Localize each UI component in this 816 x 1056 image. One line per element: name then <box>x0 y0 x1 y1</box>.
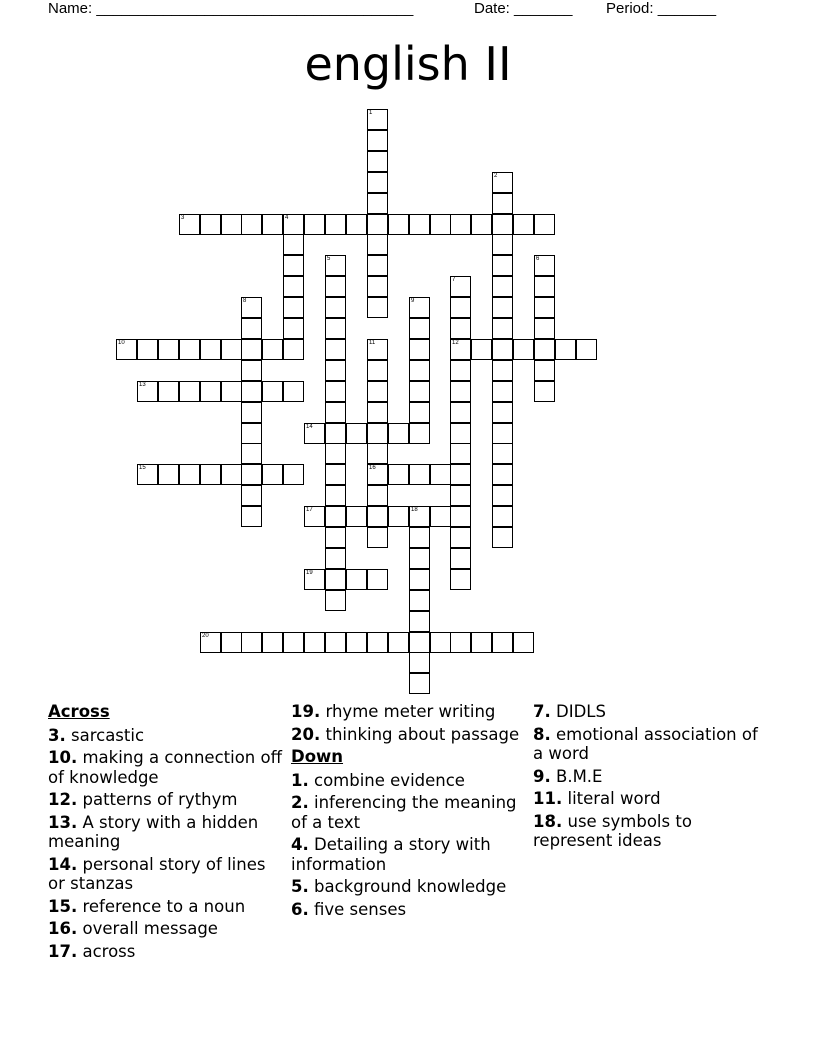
crossword-cell[interactable] <box>325 214 346 235</box>
crossword-cell[interactable] <box>367 464 388 485</box>
crossword-cell[interactable] <box>492 234 513 255</box>
crossword-cell[interactable] <box>367 423 388 444</box>
crossword-cell[interactable] <box>450 443 471 464</box>
clue-column-1 <box>48 702 283 964</box>
crossword-cell[interactable] <box>221 632 242 653</box>
clue-number-20: 20 <box>202 633 209 639</box>
crossword-cell[interactable] <box>325 464 346 485</box>
crossword-cell[interactable] <box>367 443 388 464</box>
crossword-cell[interactable] <box>241 464 262 485</box>
crossword-cell[interactable] <box>262 214 283 235</box>
clue-number-10: 10 <box>118 340 125 346</box>
crossword-cell[interactable] <box>283 464 304 485</box>
crossword-cell[interactable] <box>492 172 513 193</box>
crossword-cell[interactable] <box>325 548 346 569</box>
crossword-cell[interactable] <box>137 381 158 402</box>
date-field[interactable]: Date: _______ <box>474 0 573 17</box>
clue-down-5: 5. background knowledge <box>291 877 507 896</box>
crossword-cell[interactable] <box>283 632 304 653</box>
crossword-cell[interactable] <box>346 214 367 235</box>
crossword-cell[interactable] <box>367 485 388 506</box>
crossword-cell[interactable] <box>367 255 388 276</box>
crossword-cell[interactable] <box>430 506 451 527</box>
crossword-cell[interactable] <box>534 381 555 402</box>
crossword-cell[interactable] <box>367 569 388 590</box>
crossword-cell[interactable] <box>241 443 262 464</box>
crossword-cell[interactable] <box>367 234 388 255</box>
crossword-cell[interactable] <box>367 151 388 172</box>
clue-number-15: 15 <box>139 465 146 471</box>
crossword-cell[interactable] <box>430 214 451 235</box>
crossword-cell[interactable] <box>241 360 262 381</box>
crossword-cell[interactable] <box>325 255 346 276</box>
clue-across-14: 14. personal story of lines or stanzas <box>48 854 266 893</box>
crossword-cell[interactable] <box>325 381 346 402</box>
crossword-cell[interactable] <box>221 214 242 235</box>
crossword-cell[interactable] <box>492 214 513 235</box>
clue-column-2 <box>291 702 526 922</box>
crossword-cell[interactable] <box>346 423 367 444</box>
crossword-cell[interactable] <box>179 214 200 235</box>
crossword-cell[interactable] <box>409 548 430 569</box>
crossword-cell[interactable] <box>367 632 388 653</box>
crossword-cell[interactable] <box>241 485 262 506</box>
clue-across-20: 20. thinking about passage <box>291 724 520 744</box>
clue-column-3 <box>533 702 773 854</box>
crossword-cell[interactable] <box>241 402 262 423</box>
crossword-cell[interactable] <box>200 381 221 402</box>
clue-down-18: 18. use symbols to represent ideas <box>533 811 692 850</box>
crossword-cell[interactable] <box>158 381 179 402</box>
crossword-cell[interactable] <box>367 193 388 214</box>
clue-across-17: 17. across <box>48 941 136 961</box>
crossword-cell[interactable] <box>367 214 388 235</box>
crossword-cell[interactable] <box>241 297 262 318</box>
crossword-cell[interactable] <box>262 339 283 360</box>
clue-number-5: 5 <box>327 256 331 262</box>
crossword-cell[interactable] <box>283 276 304 297</box>
crossword-cell[interactable] <box>325 339 346 360</box>
clue-down-4: 4. Detailing a story with information <box>291 835 491 874</box>
crossword-cell[interactable] <box>179 339 200 360</box>
crossword-cell[interactable] <box>304 632 325 653</box>
crossword-cell[interactable] <box>409 381 430 402</box>
crossword-cell[interactable] <box>492 443 513 464</box>
crossword-cell[interactable] <box>221 339 242 360</box>
crossword-cell[interactable] <box>221 464 242 485</box>
crossword-cell[interactable] <box>492 339 513 360</box>
crossword-cell[interactable] <box>492 318 513 339</box>
crossword-cell[interactable] <box>513 214 534 235</box>
crossword-cell[interactable] <box>471 339 492 360</box>
clue-down-8: 8. emotional association of a word <box>533 724 758 763</box>
crossword-cell[interactable] <box>450 506 471 527</box>
crossword-cell[interactable] <box>367 172 388 193</box>
crossword-cell[interactable] <box>346 632 367 653</box>
crossword-cell[interactable] <box>492 381 513 402</box>
crossword-cell[interactable] <box>325 423 346 444</box>
crossword-cell[interactable] <box>409 318 430 339</box>
crossword-cell[interactable] <box>367 381 388 402</box>
crossword-cell[interactable] <box>367 276 388 297</box>
crossword-cell[interactable] <box>409 527 430 548</box>
clue-number-11: 11 <box>369 340 376 346</box>
crossword-cell[interactable] <box>450 485 471 506</box>
crossword-cell[interactable] <box>534 318 555 339</box>
crossword-cell[interactable] <box>471 214 492 235</box>
clue-number-9: 9 <box>411 298 415 304</box>
crossword-cell[interactable] <box>409 402 430 423</box>
crossword-cell[interactable] <box>241 506 262 527</box>
crossword-cell[interactable] <box>241 632 262 653</box>
crossword-cell[interactable] <box>534 297 555 318</box>
crossword-cell[interactable] <box>409 611 430 632</box>
crossword-cell[interactable] <box>388 464 409 485</box>
crossword-cell[interactable] <box>450 464 471 485</box>
crossword-cell[interactable] <box>116 339 137 360</box>
crossword-cell[interactable] <box>409 652 430 673</box>
crossword-cell[interactable] <box>430 632 451 653</box>
crossword-cell[interactable] <box>492 360 513 381</box>
crossword-cell[interactable] <box>241 339 262 360</box>
crossword-cell[interactable] <box>450 276 471 297</box>
crossword-cell[interactable] <box>367 130 388 151</box>
crossword-cell[interactable] <box>283 381 304 402</box>
clue-number-19: 19 <box>306 570 313 576</box>
crossword-cell[interactable] <box>409 360 430 381</box>
crossword-cell[interactable] <box>367 360 388 381</box>
crossword-cell[interactable] <box>262 632 283 653</box>
crossword-cell[interactable] <box>450 381 471 402</box>
crossword-cell[interactable] <box>325 632 346 653</box>
crossword-cell[interactable] <box>325 360 346 381</box>
crossword-cell[interactable] <box>158 339 179 360</box>
crossword-cell[interactable] <box>283 255 304 276</box>
crossword-cell[interactable] <box>241 214 262 235</box>
clue-across-13: 13. A story with a hidden meaning <box>48 812 259 851</box>
crossword-cell[interactable] <box>179 381 200 402</box>
crossword-cell[interactable] <box>450 569 471 590</box>
crossword-cell[interactable] <box>137 464 158 485</box>
crossword-cell[interactable] <box>450 548 471 569</box>
clue-number-6: 6 <box>536 256 540 262</box>
crossword-cell[interactable] <box>325 402 346 423</box>
crossword-cell[interactable] <box>325 318 346 339</box>
crossword-cell[interactable] <box>200 214 221 235</box>
crossword-cell[interactable] <box>430 464 451 485</box>
crossword-cell[interactable] <box>450 402 471 423</box>
clue-across-16: 16. overall message <box>48 919 218 938</box>
crossword-cell[interactable] <box>450 527 471 548</box>
crossword-cell[interactable] <box>367 109 388 130</box>
crossword-cell[interactable] <box>367 339 388 360</box>
crossword-cell[interactable] <box>304 423 325 444</box>
clue-down-11: 11. literal word <box>533 789 661 808</box>
crossword-cell[interactable] <box>283 234 304 255</box>
puzzle-title: english II <box>304 37 512 91</box>
crossword-cell[interactable] <box>450 318 471 339</box>
crossword-cell[interactable] <box>283 214 304 235</box>
crossword-cell[interactable] <box>534 360 555 381</box>
crossword-cell[interactable] <box>492 297 513 318</box>
crossword-cell[interactable] <box>492 276 513 297</box>
crossword-cell[interactable] <box>325 276 346 297</box>
crossword-cell[interactable] <box>471 632 492 653</box>
crossword-cell[interactable] <box>492 527 513 548</box>
clue-across-3: 3. sarcastic <box>48 725 145 745</box>
crossword-cell[interactable] <box>450 297 471 318</box>
crossword-cell[interactable] <box>200 339 221 360</box>
crossword-cell[interactable] <box>325 569 346 590</box>
crossword-cell[interactable] <box>409 423 430 444</box>
clue-number-13: 13 <box>139 382 146 388</box>
clue-across-19: 19. rhyme meter writing <box>291 702 496 721</box>
crossword-cell[interactable] <box>388 423 409 444</box>
crossword-cell[interactable] <box>388 214 409 235</box>
crossword-cell[interactable] <box>241 318 262 339</box>
period-field[interactable]: Period: _______ <box>606 0 717 17</box>
crossword-cell[interactable] <box>409 632 430 653</box>
crossword-cell[interactable] <box>200 632 221 653</box>
crossword-cell[interactable] <box>492 632 513 653</box>
clue-number-4: 4 <box>285 215 289 221</box>
crossword-cell[interactable] <box>492 506 513 527</box>
crossword-cell[interactable] <box>450 423 471 444</box>
crossword-cell[interactable] <box>346 569 367 590</box>
crossword-cell[interactable] <box>409 590 430 611</box>
crossword-cell[interactable] <box>283 339 304 360</box>
crossword-cell[interactable] <box>409 506 430 527</box>
crossword-cell[interactable] <box>367 402 388 423</box>
clue-number-2: 2 <box>494 173 498 179</box>
crossword-cell[interactable] <box>325 527 346 548</box>
crossword-cell[interactable] <box>179 464 200 485</box>
crossword-cell[interactable] <box>304 506 325 527</box>
crossword-cell[interactable] <box>409 673 430 694</box>
crossword-cell[interactable] <box>367 297 388 318</box>
crossword-cell[interactable] <box>492 193 513 214</box>
clue-number-1: 1 <box>369 110 373 116</box>
clue-number-16: 16 <box>369 465 376 471</box>
crossword-cell[interactable] <box>241 423 262 444</box>
crossword-cell[interactable] <box>388 632 409 653</box>
crossword-cell[interactable] <box>492 485 513 506</box>
clue-number-7: 7 <box>452 277 456 283</box>
crossword-cell[interactable] <box>409 464 430 485</box>
crossword-cell[interactable] <box>576 339 597 360</box>
crossword-cell[interactable] <box>513 339 534 360</box>
crossword-cell[interactable] <box>325 506 346 527</box>
clue-number-3: 3 <box>181 215 185 221</box>
clue-down-2: 2. inferencing the meaning of a text <box>291 793 517 832</box>
clue-down-9: 9. B.M.E <box>533 766 603 786</box>
crossword-cell[interactable] <box>325 443 346 464</box>
crossword-cell[interactable] <box>534 255 555 276</box>
crossword-cell[interactable] <box>534 339 555 360</box>
across-heading: Across <box>48 702 110 721</box>
crossword-cell[interactable] <box>492 423 513 444</box>
crossword-cell[interactable] <box>325 297 346 318</box>
crossword-cell[interactable] <box>534 276 555 297</box>
crossword-cell[interactable] <box>283 318 304 339</box>
crossword-cell[interactable] <box>492 402 513 423</box>
crossword-cell[interactable] <box>137 339 158 360</box>
crossword-cell[interactable] <box>492 255 513 276</box>
crossword-cell[interactable] <box>388 506 409 527</box>
crossword-cell[interactable] <box>367 527 388 548</box>
crossword-cell[interactable] <box>262 464 283 485</box>
crossword-cell[interactable] <box>221 381 242 402</box>
clue-number-17: 17 <box>306 507 313 513</box>
crossword-cell[interactable] <box>200 464 221 485</box>
crossword-cell[interactable] <box>262 381 283 402</box>
crossword-cell[interactable] <box>450 214 471 235</box>
crossword-cell[interactable] <box>304 214 325 235</box>
crossword-cell[interactable] <box>534 214 555 235</box>
crossword-cell[interactable] <box>304 569 325 590</box>
crossword-cell[interactable] <box>346 506 367 527</box>
clue-down-6: 6. five senses <box>291 899 407 919</box>
crossword-cell[interactable] <box>409 339 430 360</box>
clue-down-1: 1. combine evidence <box>291 770 465 790</box>
crossword-cell[interactable] <box>241 381 262 402</box>
name-field[interactable]: Name: ______________________________________ <box>48 0 414 17</box>
clue-across-12: 12. patterns of rythym <box>48 790 238 809</box>
crossword-cell[interactable] <box>513 632 534 653</box>
down-heading: Down <box>291 747 344 766</box>
crossword-cell[interactable] <box>158 464 179 485</box>
crossword-cell[interactable] <box>283 297 304 318</box>
clue-number-14: 14 <box>306 424 313 430</box>
crossword-cell[interactable] <box>325 590 346 611</box>
crossword-cell[interactable] <box>409 297 430 318</box>
crossword-cell[interactable] <box>367 506 388 527</box>
crossword-cell[interactable] <box>555 339 576 360</box>
clue-number-8: 8 <box>243 298 247 304</box>
crossword-cell[interactable] <box>409 569 430 590</box>
crossword-cell[interactable] <box>450 339 471 360</box>
crossword-cell[interactable] <box>409 214 430 235</box>
clue-across-15: 15. reference to a noun <box>48 896 246 916</box>
clue-down-7: 7. DIDLS <box>533 702 606 721</box>
crossword-cell[interactable] <box>492 464 513 485</box>
clue-number-12: 12 <box>452 340 459 346</box>
crossword-cell[interactable] <box>450 360 471 381</box>
clue-number-18: 18 <box>411 507 418 513</box>
crossword-cell[interactable] <box>325 485 346 506</box>
clue-across-10: 10. making a connection off of knowledge <box>48 748 282 787</box>
crossword-cell[interactable] <box>450 632 471 653</box>
